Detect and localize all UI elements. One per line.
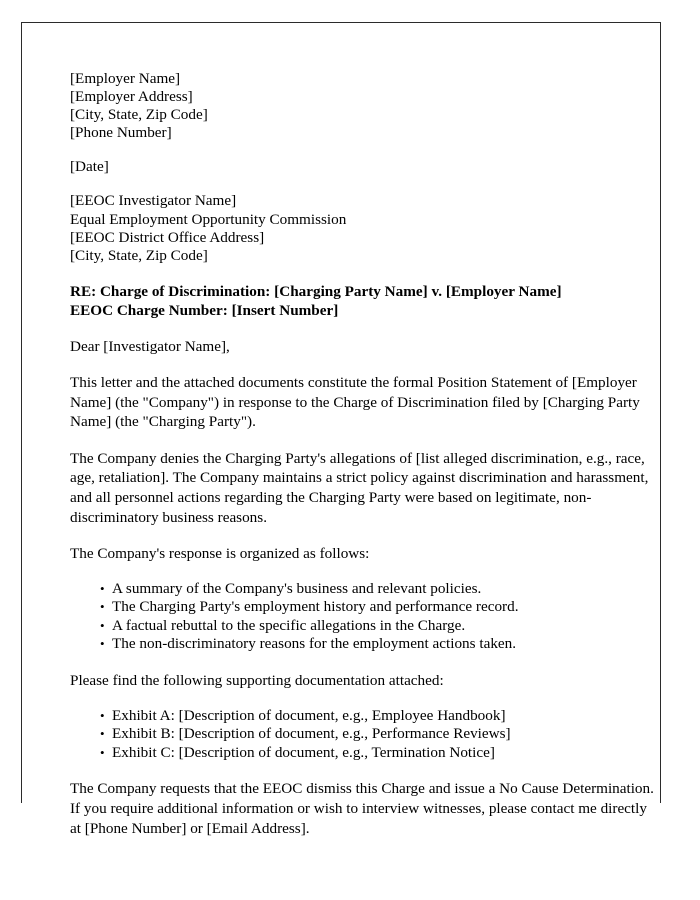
list-item: • A summary of the Company's business and relevant policies. <box>112 580 656 599</box>
recipient-line-city-state-zip: [City, State, Zip Code] <box>70 246 208 264</box>
sender-line-city-state-zip: [City, State, Zip Code] <box>70 106 208 124</box>
subject-line-charge-number: EEOC Charge Number: [Insert Number] <box>70 302 339 320</box>
sender-line-name: [Employer Name] <box>70 70 181 87</box>
recipient-line-investigator: [EEOC Investigator Name] <box>70 192 237 210</box>
spacer-after-intro <box>70 432 656 449</box>
subject-line-charge: RE: Charge of Discrimination: [Charging Party Name] v. [Employer Name] <box>70 282 562 300</box>
spacer-before-exhibit-list <box>70 691 656 707</box>
paragraph-denial: The Company denies the Charging Party's allegations of [list alleged discrimination, e.g., race, age, retaliation]. The Company maintains a strict policy against discrimination and harassment, and all personnel actions regarding the Charging Party were based on legitimate, non-discriminatory business reasons. <box>70 449 649 526</box>
recipient-line-agency: Equal Employment Opportunity Commission <box>70 210 347 228</box>
spacer-after-exhibit-list <box>70 762 656 779</box>
sender-line-phone: [Phone Number] <box>70 124 172 142</box>
spacer-after-subject <box>70 321 656 338</box>
sender-line-address: [Employer Address] <box>70 88 193 106</box>
exhibit-list <box>70 707 656 763</box>
spacer-after-date <box>70 176 656 192</box>
recipient-address-block <box>70 192 656 264</box>
spacer-after-recipient <box>70 265 656 282</box>
sender-address-block <box>70 70 656 142</box>
list-item: • Exhibit C: [Description of document, e.g., Termination Notice] <box>112 744 656 763</box>
spacer-after-sender <box>70 142 656 158</box>
organization-lead-in: The Company's response is organized as follows: <box>70 545 370 563</box>
organization-list <box>70 580 656 654</box>
date-line: [Date] <box>70 158 109 176</box>
document-page <box>21 22 661 837</box>
subject-block <box>70 282 656 321</box>
recipient-line-office-address: [EEOC District Office Address] <box>70 228 265 246</box>
exhibits-lead-in: Please find the following supporting documentation attached: <box>70 672 444 690</box>
list-item: • The Charging Party's employment history and performance record. <box>112 598 656 617</box>
list-item: • A factual rebuttal to the specific allegations in the Charge. <box>112 617 656 636</box>
letter-content <box>70 70 656 838</box>
spacer-after-salutation <box>70 356 656 373</box>
list-item: • Exhibit A: [Description of document, e.g., Employee Handbook] <box>112 707 656 726</box>
spacer-after-organization-list <box>70 654 656 671</box>
list-item: • Exhibit B: [Description of document, e.g., Performance Reviews] <box>112 725 656 744</box>
spacer-after-denial <box>70 527 656 544</box>
paragraph-introduction: This letter and the attached documents constitute the formal Position Statement of [Employer Name] (the "Company") in response to the Charge of Discrimination filed by [Charging Party Name] (the "Charging Party"). <box>70 373 640 431</box>
paragraph-closing-request: The Company requests that the EEOC dismiss this Charge and issue a No Cause Determination. If you require additional information or wish to interview witnesses, please contact me directly at [Phone Number] or [Email Address]. <box>70 780 654 837</box>
list-item: • The non-discriminatory reasons for the employment actions taken. <box>112 635 656 654</box>
spacer-before-organization-list <box>70 564 656 580</box>
salutation-line: Dear [Investigator Name], <box>70 337 230 355</box>
